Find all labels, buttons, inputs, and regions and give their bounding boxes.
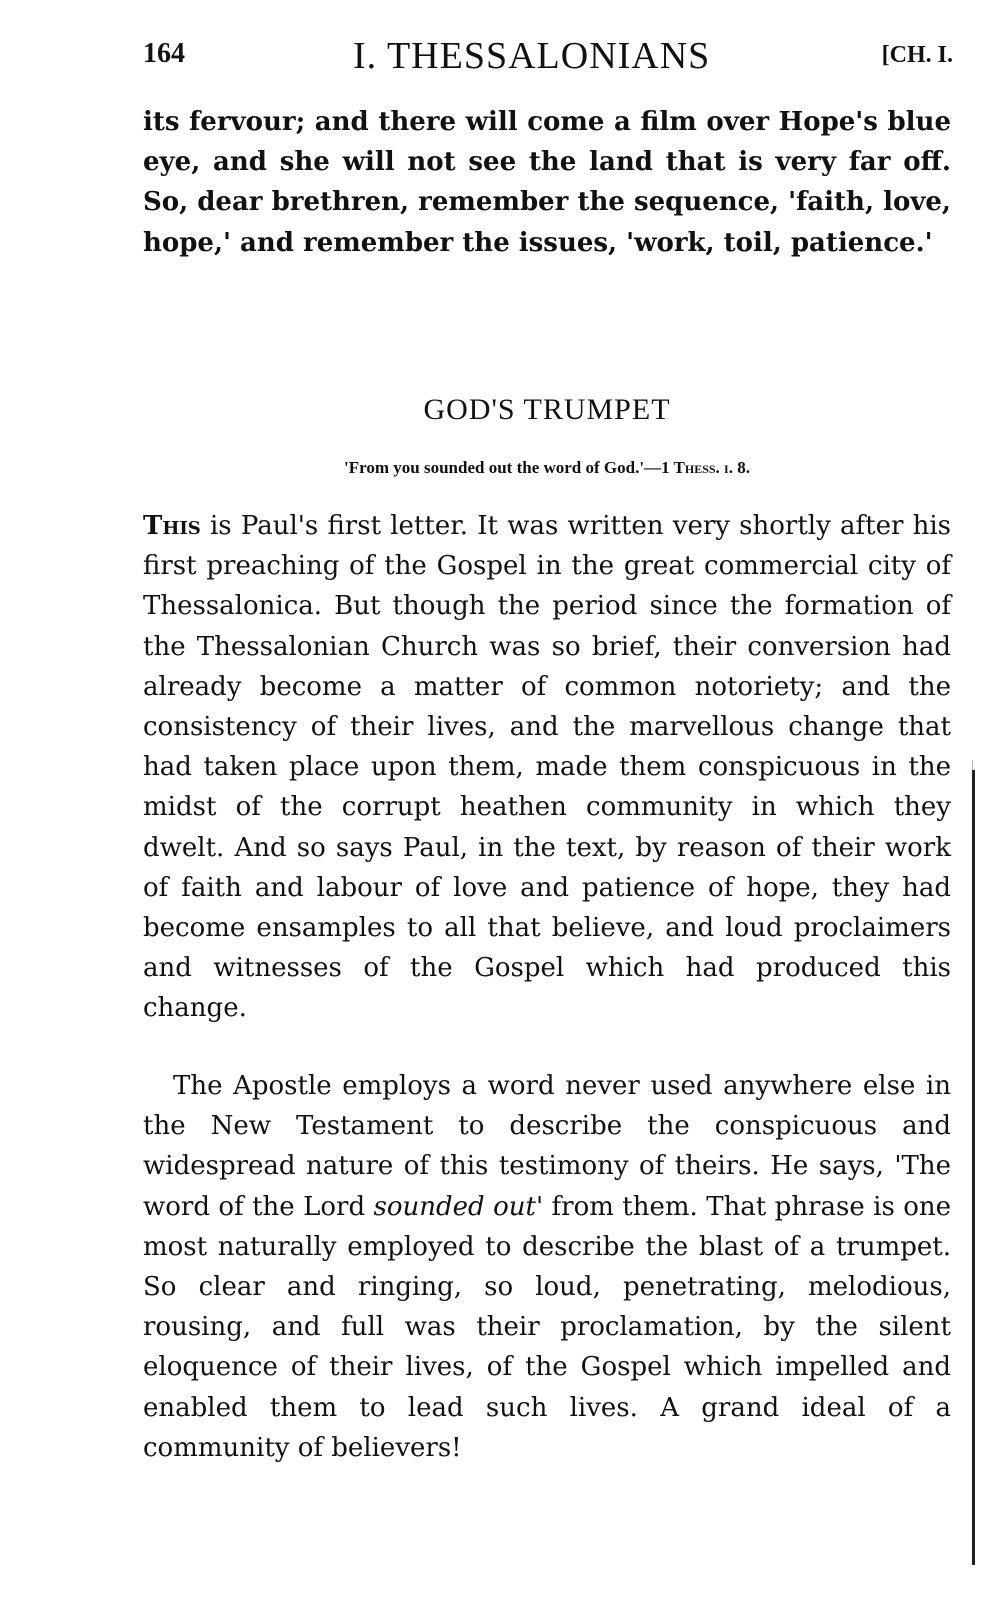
epigraph-quote: 'From you sounded out the word of God.'— [344, 458, 662, 477]
paragraph-lead-word: This [143, 511, 201, 541]
paragraph-1-text: is Paul's first letter. It was written very shortly after his first preaching of the Gospel in the great commercial city of Thessalonica. But though the period since the formation of the Thessalonian Church was so brief, their conversion had already become a matter of common notoriety; and the consistency of their lives, and the marvellous change that had taken place upon them, made them conspicuous in the midst of the corrupt heathen community in which they dwelt. And so says Paul, in the text, by reason of their work of faith and labour of love and patience of hope, they had become ensamples to all that believe, and loud proclaimers and witnesses of the Gospel which had produced this change. [143, 511, 951, 1024]
epigraph [143, 458, 951, 478]
paragraph-2-text-a: The Apostle employs a word never used anywhere else in the New Testament to describe the conspicuous and widespread nature of this testimony of theirs. He says, 'The word of the Lord [143, 1071, 951, 1222]
paragraph-2-text-b: ' from them. That phrase is one most naturally employed to describe the blast of a trumpet. So clear and ringing, so loud, penetrating, melodious, rousing, and full was their proclamation, by the silent eloquence of their lives, of the Gospel which impelled and enabled them to lead such lives. A grand ideal of a community of believers! [143, 1191, 952, 1463]
body-paragraph-2 [143, 1066, 951, 1468]
section-title: GOD'S TRUMPET [423, 393, 671, 426]
book-title: I. THESSALONIANS [353, 35, 711, 77]
margin-scan-line [972, 770, 975, 1565]
chapter-reference: [CH. I. [881, 42, 953, 68]
epigraph-reference: 1 Thess. i. 8. [661, 458, 750, 477]
body-paragraph-1 [143, 506, 951, 1029]
paragraph-2-italic: sounded out [373, 1191, 536, 1222]
page-number: 164 [143, 38, 185, 69]
running-head [143, 34, 953, 78]
carryover-paragraph: its fervour; and there will come a film over Hope's blue eye, and she will not see the land that is very far off. So, dear brethren, remember the sequence, 'faith, love, hope,' and remember the issues, 'work, toil, patience.' [143, 107, 951, 258]
